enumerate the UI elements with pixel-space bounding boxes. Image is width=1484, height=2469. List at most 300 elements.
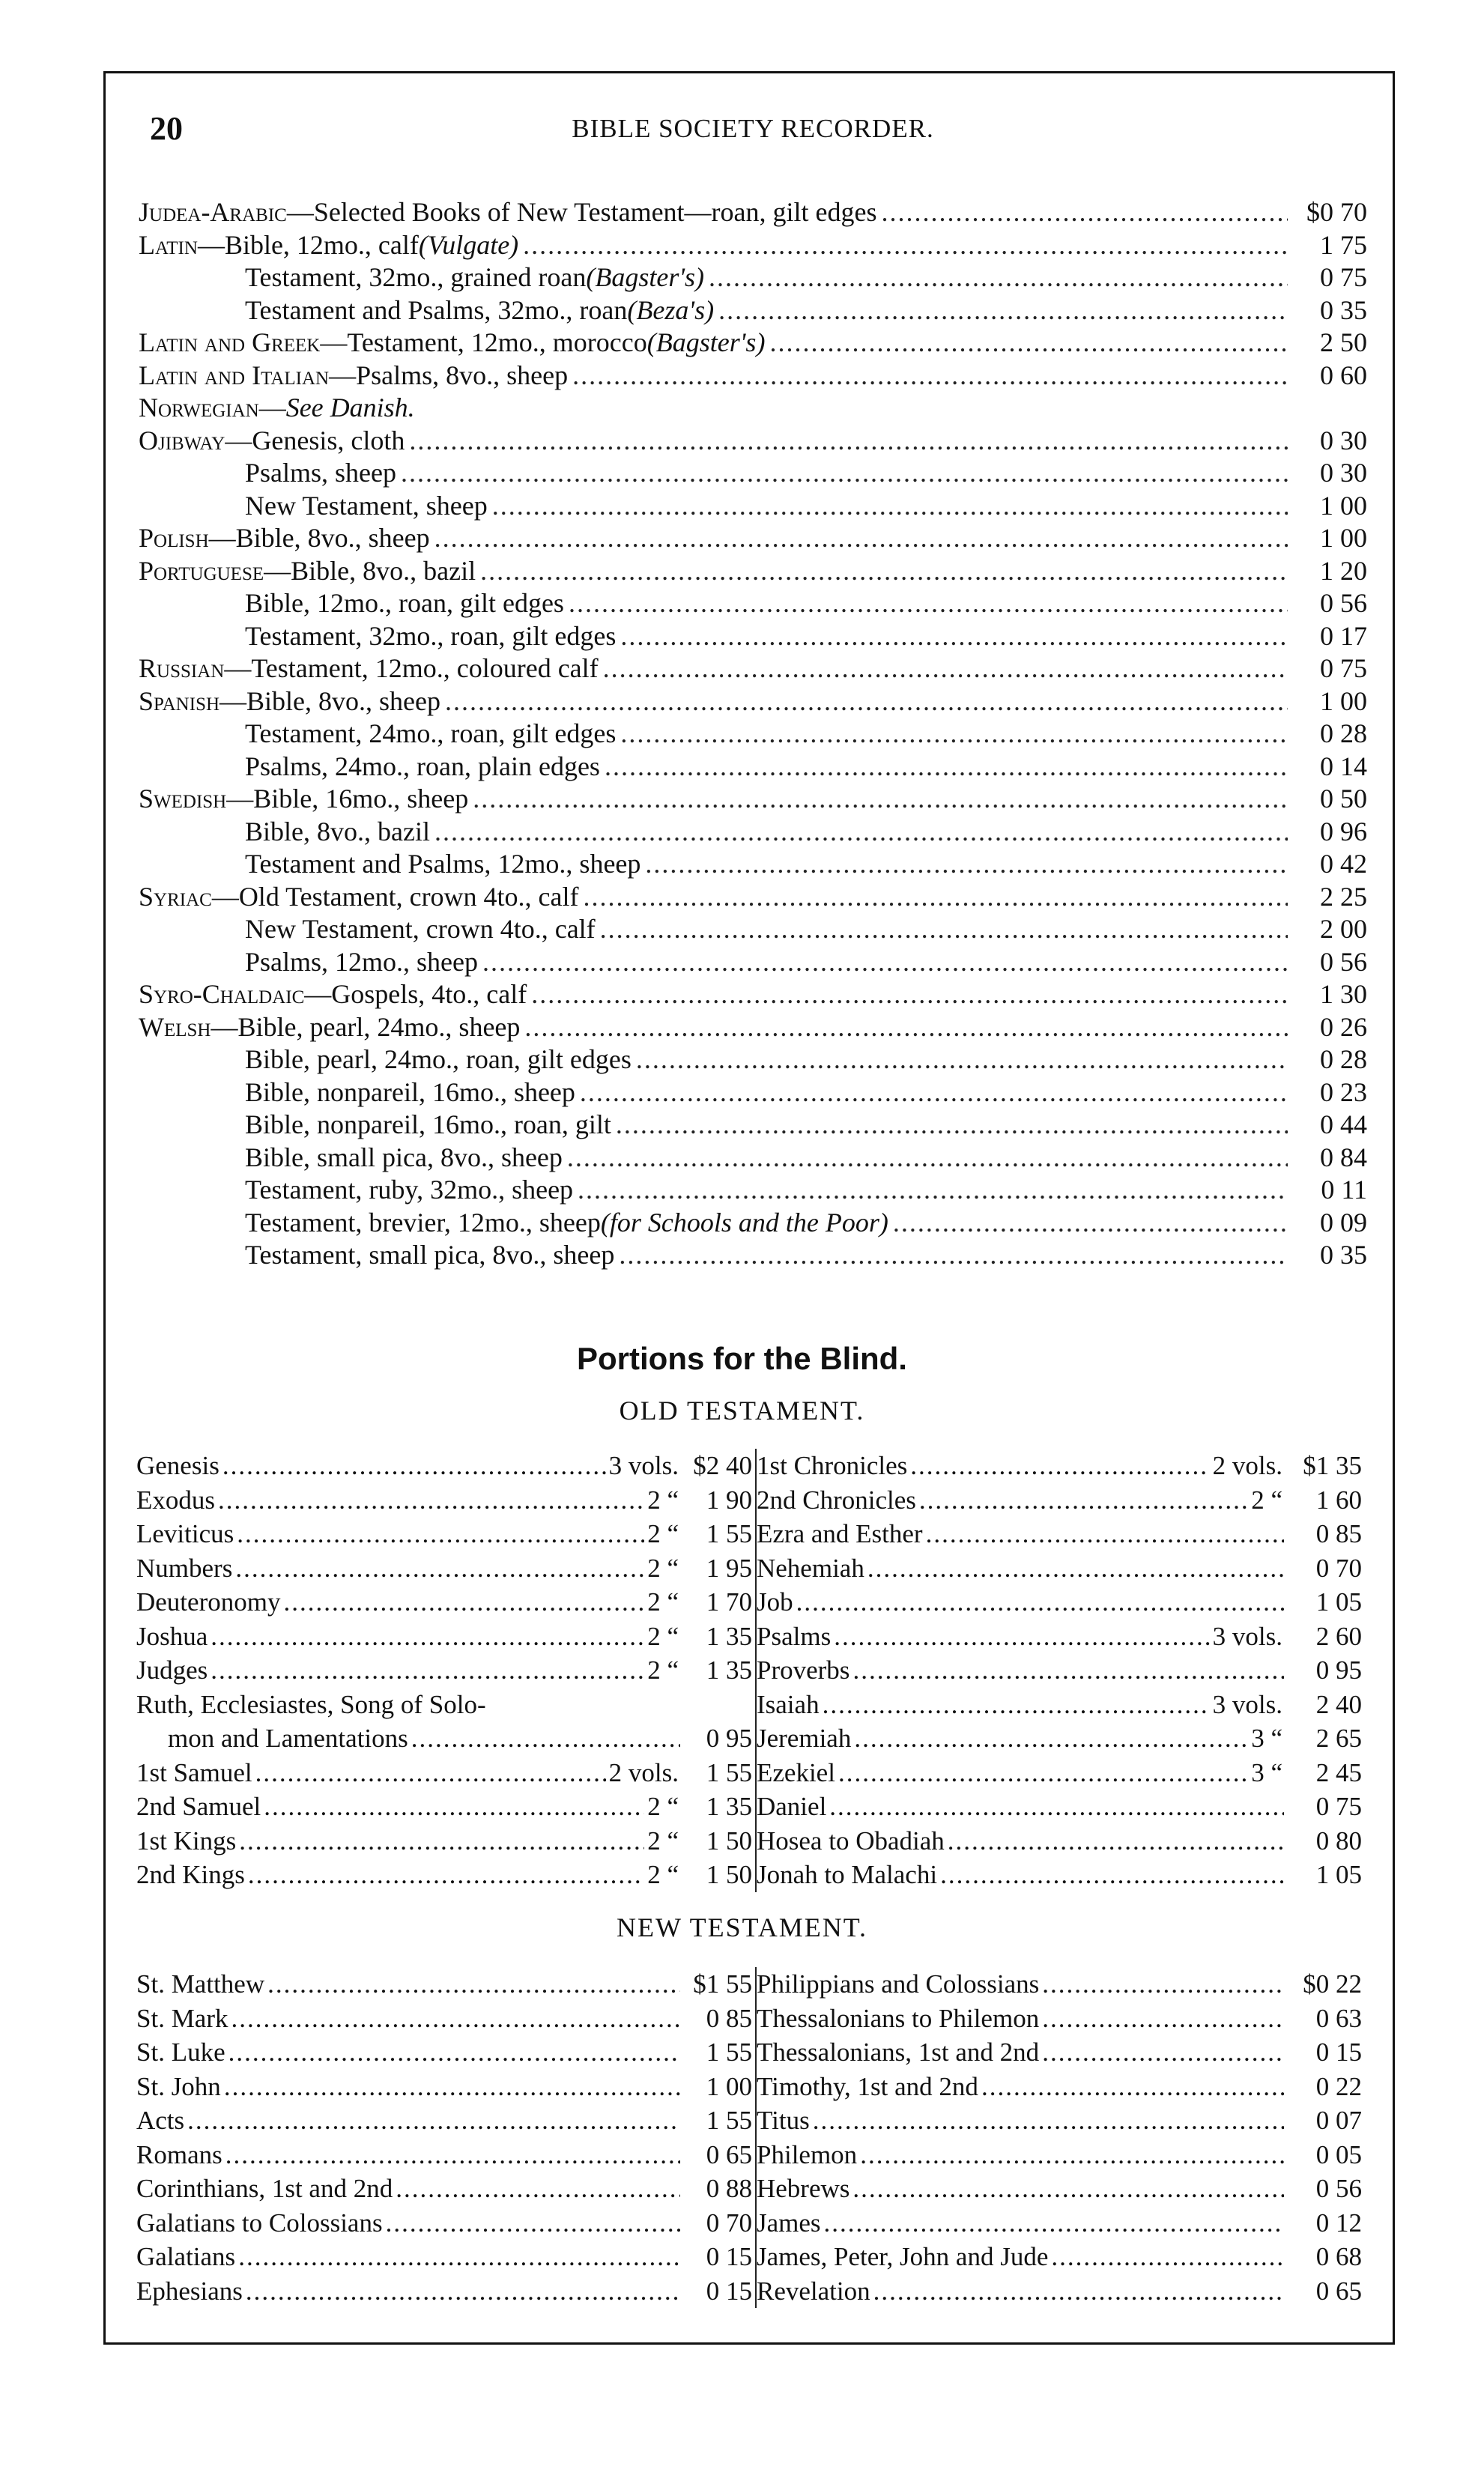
portion-volumes: 3 vols. [1212,1621,1282,1651]
dot-leader [283,1585,644,1620]
blind-portion-row [136,2103,755,2138]
blind-portion-row [136,2070,755,2104]
entry-description: Bible, 12mo., roan, gilt edges [245,588,564,618]
price-list-row [139,1109,1367,1142]
portion-name: Philippians and Colossians [757,1969,1040,1999]
price-list-row [139,685,1367,718]
portion-price: 1 05 [1315,1587,1362,1617]
portion-name: James, Peter, John and Jude [757,2242,1049,2271]
dot-leader [578,1174,1288,1207]
entry-separator: — [286,197,314,227]
entry-text [139,1109,611,1142]
portion-name: St. Mark [136,2003,228,2033]
language-name: Latin and Italian [139,360,330,390]
price-list-row [139,848,1367,881]
entry-text [139,327,765,360]
entry-price: 0 75 [1320,262,1367,292]
blind-portion-row [136,1653,755,1688]
entry-price: 0 30 [1320,458,1367,488]
portion-name: 1st Samuel [136,1757,252,1787]
price-list-row [139,816,1367,849]
portion-price: 1 90 [706,1485,752,1515]
entry-price: 2 25 [1320,881,1367,912]
entry-text [139,522,430,555]
page-header [146,109,1360,154]
new-testament-heading: NEW TESTAMENT. [616,1912,868,1942]
entry-price: 0 60 [1320,360,1367,390]
entry-price: 2 00 [1320,914,1367,944]
portion-price: $2 40 [693,1451,752,1480]
blind-portion-row [136,1824,755,1858]
entry-description: Testament, brevier, 12mo., sheep [245,1207,601,1237]
blind-portion-row [136,2240,755,2274]
portion-name: Hosea to Obadiah [757,1826,945,1855]
blind-portion-row [757,2070,1365,2104]
portion-price: 0 56 [1315,2174,1362,2203]
entry-price: 0 23 [1320,1076,1367,1107]
entry-text [139,196,876,229]
entry-price: 1 00 [1320,685,1367,716]
portion-price: 1 55 [706,1757,752,1787]
entry-price: 0 42 [1320,849,1367,879]
entry-description: Old Testament, crown 4to., calf [238,881,579,912]
entry-price: 0 84 [1320,1142,1367,1172]
dot-leader [796,1585,1284,1620]
dot-leader [237,1517,644,1551]
portion-name: Exodus [136,1485,215,1515]
portion-price: 0 63 [1315,2003,1362,2033]
entry-text [139,946,478,979]
dot-leader [411,1721,680,1756]
dot-leader [482,946,1288,979]
dot-leader [1051,2240,1284,2274]
price-list-row [139,946,1367,979]
language-name: Norwegian [139,393,259,422]
blind-portion-row [757,1585,1365,1620]
entry-description: Testament, 12mo., coloured calf [251,653,599,683]
dot-leader [524,1011,1288,1044]
blind-section-title: Portions for the Blind. [577,1341,907,1376]
price-list-row [139,1239,1367,1272]
new-testament-table [136,1967,1365,2310]
new-testament-right-column [757,1967,1365,2308]
entry-note: See Danish. [285,393,415,422]
blind-portion-row [757,1551,1365,1586]
dot-leader [567,1142,1288,1175]
entry-description: New Testament, sheep [245,490,488,521]
portion-name: Thessalonians, 1st and 2nd [757,2038,1040,2067]
price-list-row [139,751,1367,784]
price-list-row [139,457,1367,490]
entry-separator: — [225,425,252,455]
blind-portion-row [757,2274,1365,2309]
entry-text [139,751,600,784]
entry-price: 1 00 [1320,490,1367,521]
entry-price: 1 20 [1320,555,1367,586]
dot-leader [813,2103,1284,2138]
blind-portion-row [136,2002,755,2036]
language-name: Syro-Chaldaic [139,979,305,1009]
dot-leader [860,2138,1284,2172]
portion-volumes: 2 vols. [1212,1451,1282,1480]
portion-volumes: 3 vols. [608,1451,679,1480]
portion-name: Thessalonians to Philemon [757,2003,1040,2033]
blind-portion-row [136,1967,755,2002]
entry-text [139,718,616,751]
entry-description: Testament, 32mo., grained roan [245,262,587,292]
portion-price: 0 65 [706,2139,752,2169]
portion-name: Leviticus [136,1519,234,1548]
blind-portion-row [136,2138,755,2172]
entry-separator: — [329,360,357,390]
entry-price: 0 35 [1320,294,1367,325]
entry-description: Bible, 8vo., sheep [246,685,440,716]
entry-price: 1 75 [1320,229,1367,260]
entry-text [139,913,596,946]
entry-description: Genesis, cloth [252,425,405,455]
price-list-row [139,783,1367,816]
dot-leader [605,751,1288,784]
dot-leader [231,2002,681,2036]
dot-leader [434,816,1288,849]
portion-price: 1 95 [706,1553,752,1583]
entry-separator: — [304,979,332,1009]
dot-leader [981,2070,1284,2104]
blind-portion-row [136,1551,755,1586]
entry-note: (Beza's) [627,294,715,325]
dot-leader [445,685,1288,718]
entry-description: Bible, 12mo., calf [224,229,419,260]
portion-price: 0 15 [706,2276,752,2306]
entry-separator: — [264,555,291,586]
entry-price: 1 30 [1320,979,1367,1009]
entry-description: Psalms, 8vo., sheep [356,360,569,390]
entry-separator: — [226,784,254,814]
price-list-row [139,555,1367,588]
portion-price: 0 07 [1315,2106,1362,2135]
entry-text [139,783,468,816]
portion-name: 1st Chronicles [757,1451,908,1480]
price-list-row [139,360,1367,393]
blind-portion-row [136,1517,755,1551]
dot-leader [834,1620,1209,1654]
portion-price: 0 95 [706,1724,752,1753]
entry-text [139,1239,614,1272]
dot-leader [823,1688,1210,1722]
portion-name: Philemon [757,2139,858,2169]
blind-portion-row [757,1688,1365,1722]
portion-name: Job [757,1587,793,1617]
entry-price: 0 28 [1320,1044,1367,1074]
blind-portion-row [757,2035,1365,2070]
portion-name: Jonah to Malachi [757,1860,938,1889]
entry-separator: — [320,327,348,357]
dot-leader [1042,2035,1284,2070]
dot-leader [854,1721,1248,1756]
portion-name: 1st Kings [136,1826,237,1855]
dot-leader [910,1449,1209,1483]
dot-leader [248,1858,644,1892]
entry-price: 0 30 [1320,425,1367,455]
dot-leader [919,1483,1248,1518]
price-list-row [139,587,1367,620]
dot-leader [881,196,1288,229]
portion-price: 0 95 [1315,1655,1362,1685]
entry-description: Testament and Psalms, 32mo., roan [245,294,628,325]
language-name: Swedish [139,784,227,814]
dot-leader [873,2274,1284,2309]
entry-price: 0 26 [1320,1011,1367,1042]
portion-name: Ezra and Esther [757,1519,923,1548]
dot-leader [718,294,1288,327]
blind-portion-row [757,1653,1365,1688]
portion-price: 0 75 [1315,1792,1362,1821]
portion-volumes: 2 “ [647,1519,679,1548]
price-list-row [139,1174,1367,1207]
dot-leader [769,327,1288,360]
price-list-row [139,392,1367,425]
portion-price: 2 45 [1315,1757,1362,1787]
entry-text [139,587,564,620]
entry-text [139,425,405,458]
entry-text [139,978,527,1011]
language-name: Russian [139,653,225,683]
old-testament-right-column [757,1449,1365,1892]
dot-leader [893,1207,1288,1240]
dot-leader [1042,1967,1284,2002]
portion-price: 0 85 [1315,1519,1362,1548]
dot-leader [409,425,1288,458]
entry-description: Testament, 12mo., morocco [347,327,647,357]
entry-separator: — [219,685,247,716]
portion-price: 1 50 [706,1826,752,1855]
blind-portion-row [757,2103,1365,2138]
entry-description: Bible, 8vo., bazil [291,555,476,586]
blind-portion-row [136,1483,755,1518]
entry-price: 0 09 [1320,1207,1367,1237]
dot-leader [222,1449,606,1483]
dot-leader [225,2138,680,2172]
entry-description: Bible, 8vo., sheep [235,523,430,553]
entry-price: 0 75 [1320,653,1367,683]
price-list-row [139,881,1367,914]
entry-description: Psalms, sheep [245,458,396,488]
portion-name: Deuteronomy [136,1587,281,1617]
dot-leader [228,2035,680,2070]
portion-name: Ruth, Ecclesiastes, Song of Solo- [136,1689,486,1719]
portion-name: St. Matthew [136,1969,265,1999]
price-list-row [139,261,1367,294]
language-name: Judea-Arabic [139,197,287,227]
portion-price: 0 85 [706,2003,752,2033]
entry-text [139,229,518,262]
dot-leader [1042,2002,1284,2036]
blind-portion-row [757,2206,1365,2241]
dot-leader [940,1858,1284,1892]
blind-portion-row [136,2172,755,2206]
dot-leader [620,718,1288,751]
dot-leader [264,1790,644,1824]
entry-description: Testament and Psalms, 12mo., sheep [245,849,641,879]
dot-leader [396,2172,680,2206]
entry-text [139,848,640,881]
entry-separator: — [211,881,239,912]
portion-price: $0 22 [1303,1969,1362,1999]
portion-price: 1 00 [706,2071,752,2101]
entry-price: 0 11 [1321,1175,1367,1205]
portion-name: Joshua [136,1621,208,1651]
blind-portion-row [757,1790,1365,1824]
old-testament-table [136,1449,1365,1894]
entry-text [139,360,568,393]
price-list-row [139,196,1367,229]
entry-text [139,685,440,718]
blind-portion-row [757,2002,1365,2036]
dot-leader [580,1076,1288,1109]
dot-leader [235,1551,644,1586]
portion-volumes: 3 “ [1251,1724,1282,1753]
entry-text [139,392,415,425]
dot-leader [584,881,1288,914]
blind-portion-row [136,1449,755,1483]
portion-name: St. John [136,2071,221,2101]
blind-portion-row [136,1790,755,1824]
old-testament-heading: OLD TESTAMENT. [619,1396,865,1426]
blind-portion-row [136,2035,755,2070]
blind-portion-row [136,1585,755,1620]
dot-leader [636,1043,1288,1076]
dot-leader [867,1551,1284,1586]
dot-leader [619,1239,1288,1272]
dot-leader [386,2206,680,2241]
portion-price: 0 70 [1315,1553,1362,1583]
portion-volumes: 2 vols. [608,1757,679,1787]
entry-text [139,652,599,685]
portion-volumes: 2 “ [647,1860,679,1889]
portion-volumes: 2 “ [647,1826,679,1855]
blind-portion-row [757,2240,1365,2274]
entry-price: $0 70 [1306,197,1367,227]
portion-volumes: 2 “ [647,1587,679,1617]
portion-name: Ephesians [136,2276,243,2306]
portion-name: Revelation [757,2276,870,2306]
blind-portion-row [757,1721,1365,1756]
portion-name: Corinthians, 1st and 2nd [136,2174,393,2203]
portion-price: 1 55 [706,2038,752,2067]
entry-text [139,1142,563,1175]
portion-name: St. Luke [136,2038,225,2067]
dot-leader [401,457,1288,490]
entry-separator: — [224,653,252,683]
portion-price: 0 65 [1315,2276,1362,2306]
price-list-row [139,913,1367,946]
portion-price: 1 50 [706,1860,752,1889]
entry-note: (for Schools and the Poor) [600,1207,888,1237]
dot-leader [926,1517,1284,1551]
entry-description: Testament, 32mo., roan, gilt edges [245,620,617,651]
portion-price: 0 15 [706,2242,752,2271]
entry-description: Testament, 24mo., roan, gilt edges [245,718,617,748]
entry-price: 0 96 [1320,816,1367,846]
portion-name: Numbers [136,1553,233,1583]
portion-name: Proverbs [757,1655,850,1685]
entry-price: 0 44 [1320,1109,1367,1139]
blind-portion-row [757,2172,1365,2206]
blind-portion-row [757,1483,1365,1518]
entry-text [139,620,616,653]
entry-price: 0 56 [1320,946,1367,977]
portion-price: 0 15 [1315,2038,1362,2067]
portion-name: Galatians to Colossians [136,2208,383,2238]
portion-price: 1 35 [706,1792,752,1821]
entry-text [139,1011,520,1044]
portion-price: 1 60 [1315,1485,1362,1515]
portion-price: 1 55 [706,2106,752,2135]
dot-leader [603,652,1288,685]
dot-leader [620,620,1288,653]
entry-description: Bible, nonpareil, 16mo., roan, gilt [245,1109,611,1139]
portion-price: 0 05 [1315,2139,1362,2169]
entry-description: Psalms, 12mo., sheep [245,946,478,977]
dot-leader [255,1756,606,1790]
dot-leader [267,1967,680,2002]
entry-description: Bible, pearl, 24mo., sheep [237,1011,521,1042]
entry-price: 0 28 [1320,718,1367,748]
portion-name: Jeremiah [757,1724,852,1753]
price-list-row [139,1043,1367,1076]
dot-leader [473,783,1288,816]
price-list-row [139,718,1367,751]
dot-leader [239,1824,644,1858]
blind-portion-row [757,1756,1365,1790]
portion-name: 2nd Samuel [136,1792,261,1821]
blind-portion-row [136,1688,755,1722]
portion-volumes: 2 “ [647,1485,679,1515]
blind-portion-row [757,1620,1365,1654]
portion-name: Isaiah [757,1689,820,1719]
portion-price: 0 68 [1315,2242,1362,2271]
portion-name: Romans [136,2139,222,2169]
blind-portion-row [136,2206,755,2241]
dot-leader [824,2206,1284,2241]
entry-description: Testament, ruby, 32mo., sheep [245,1175,574,1205]
portion-name: 2nd Chronicles [757,1485,916,1515]
portion-name: Titus [757,2106,810,2135]
portion-price: 1 35 [706,1621,752,1651]
entry-description: Bible, 8vo., bazil [245,816,430,846]
dot-leader [948,1824,1284,1858]
entry-separator: — [197,229,225,260]
price-list-row [139,327,1367,360]
entry-text [139,816,430,849]
portion-volumes: 3 vols. [1212,1689,1282,1719]
portion-price: $1 35 [1303,1451,1362,1480]
portion-volumes: 2 “ [647,1621,679,1651]
portion-price: 0 88 [706,2174,752,2203]
page-number: 20 [150,110,183,147]
entry-description: Bible, nonpareil, 16mo., sheep [245,1076,575,1107]
entry-price: 0 35 [1320,1240,1367,1270]
entry-text [139,1043,632,1076]
entry-description: Bible, pearl, 24mo., roan, gilt edges [245,1044,632,1074]
language-name: Latin [139,229,198,260]
dot-leader [531,978,1288,1011]
dot-leader [246,2274,680,2309]
entry-description: Testament, small pica, 8vo., sheep [245,1240,615,1270]
dot-leader [645,848,1288,881]
portion-price: 1 70 [706,1587,752,1617]
entry-text [139,1076,575,1109]
